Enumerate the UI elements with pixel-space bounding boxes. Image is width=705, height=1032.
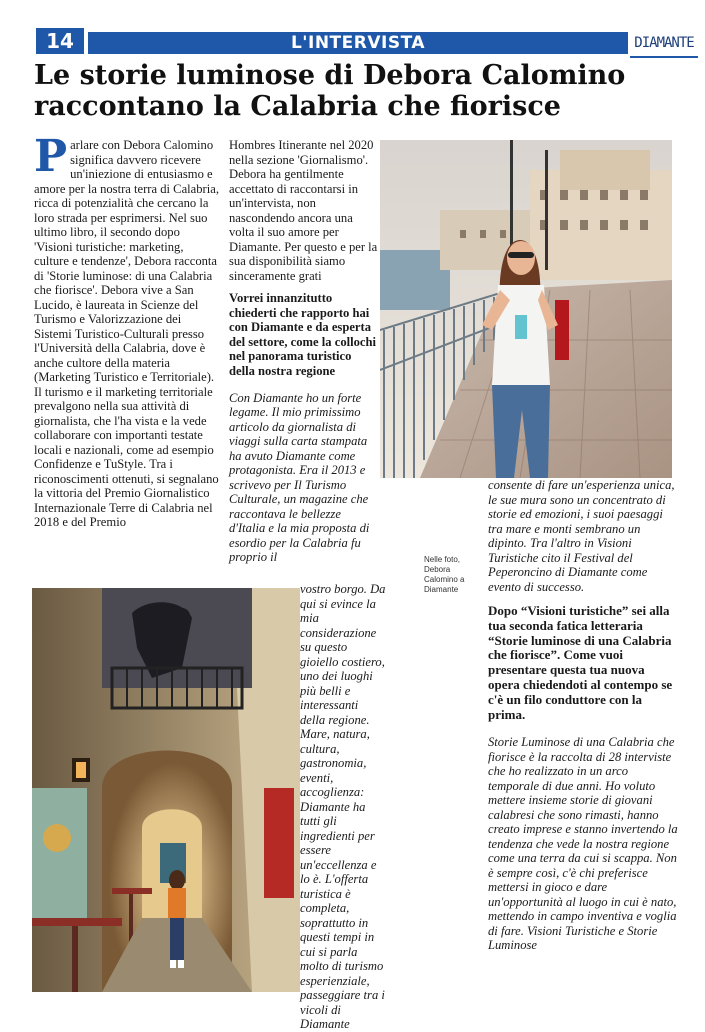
question-1: Vorrei innanzitutto chiederti che rapporto hai con Diamante e da esperta del settore, come la collochi nel panorama turistico della nostra regione xyxy=(229,291,376,378)
column-4 xyxy=(488,478,678,953)
answer-1-part-3: consente di fare un'esperienza unica, le sue mura sono un concentrato di storie ed emozioni, i suoi paesaggi tra mare e monti sembrano un dipinto. Tra l'altro in Visioni Turistiche cito il Festival del Peperoncino di Diamante come evento di successo. xyxy=(488,478,675,594)
intro-text-cont: Hombres Itinerante nel 2020 nella sezione 'Giornalismo'. Debora ha gentilmente accettato di raccontarsi in un'intervista, non nascondendo ancora una volta il suo amore per Diamante. Per questo e per la sua disponibilità siamo sinceramente grati xyxy=(229,138,378,283)
section-title: L'INTERVISTA xyxy=(88,32,628,54)
question-2: Dopo “Visioni turistiche” sei alla tua seconda fatica letteraria “Storie luminose di una Calabria che fiorisce”. Come vuoi presentare questa tua nuova opera chiedendoti al contempo se c'è un filo conduttore con la prima. xyxy=(488,603,673,722)
article-headline: Le storie luminose di Debora Calomino raccontano la Calabria che fiorisce xyxy=(34,60,626,122)
photo-caption: Nelle foto, Debora Calomino a Diamante xyxy=(424,555,465,594)
page-number: 14 xyxy=(36,28,84,54)
photo-alley-mural xyxy=(32,588,300,992)
photo-promenade xyxy=(380,140,672,478)
answer-2: Storie Luminose di una Calabria che fiorisce è la raccolta di 28 interviste che ho realizzato in un arco temporale di due anni. Ho voluto mettere insieme storie di giovani calabresi che sono rimasti, hanno creato imprese e stanno invertendo la tendenza che vede la nostra regione come una terra da cui si scappa. Non è sempre così, c'è chi preferisce mettersi in gioco e dare un'opportunità al luogo in cui è nato, mettendo in campo inventiva e voglia di fare. Visioni Turistiche e Storie Luminose xyxy=(488,735,678,953)
brand-logo: DIAMANTE xyxy=(630,30,698,58)
column-2 xyxy=(229,138,379,565)
dropcap: P xyxy=(34,131,68,182)
column-1 xyxy=(34,131,220,530)
answer-1-part-2: vostro borgo. Da qui si evince la mia considerazione su questo gioiello costiero, uno dei luoghi più belli e interessanti della regione. Mare, natura, cultura, gastronomia, eventi, accoglienza: Diamante ha tutti gli ingredienti per essere un'eccellenza e lo è. L'offerta turistica è completa, soprattutto in questi tempi in cui si parla molto di turismo esperienziale, passeggiare tra i vicoli di Diamante xyxy=(300,582,386,1031)
answer-1-part-1: Con Diamante ho un forte legame. Il mio primissimo articolo da giornalista di viaggi sulla carta stampata ha avuto Diamante come protagonista. Era il 2013 e scrivevo per Il Turismo Culturale, un magazine che raccontava le bellezze d'Italia e la mia proposta di esordio per la Calabria fu proprio il xyxy=(229,390,370,565)
intro-text: arlare con Debora Calomino significa davvero ricevere un'iniezione di entusiasmo e amore per la nostra terra di Calabria, ricca di potenzialità che cercano la loro strada per esprimersi. Nel suo ultimo libro, il secondo dopo 'Visioni turistiche: marketing, culture e tendenze', Debora racconta di 'Storie luminose: di una Calabria che fiorisce'. Debora vive a San Lucido, è laureata in Scienze del Turismo e Valorizzazione dei Sistemi Turistico-Culturali presso l'Università della Calabria, dove è anche cultore della materia (Marketing Turistico e Territoriale). Il turismo e il marketing territoriale prevalgono nella sua attività di giornalista, che l'ha vista e la vede collaborare con importanti testate locali e nazionali, come ad esempio Confidenze e TuStyle. Tra i riconoscimenti ottenuti, si segnalano la vittoria del Premio Giornalistico Internazionale Terre di Calabria nel 2018 e del Premio xyxy=(34,138,219,529)
